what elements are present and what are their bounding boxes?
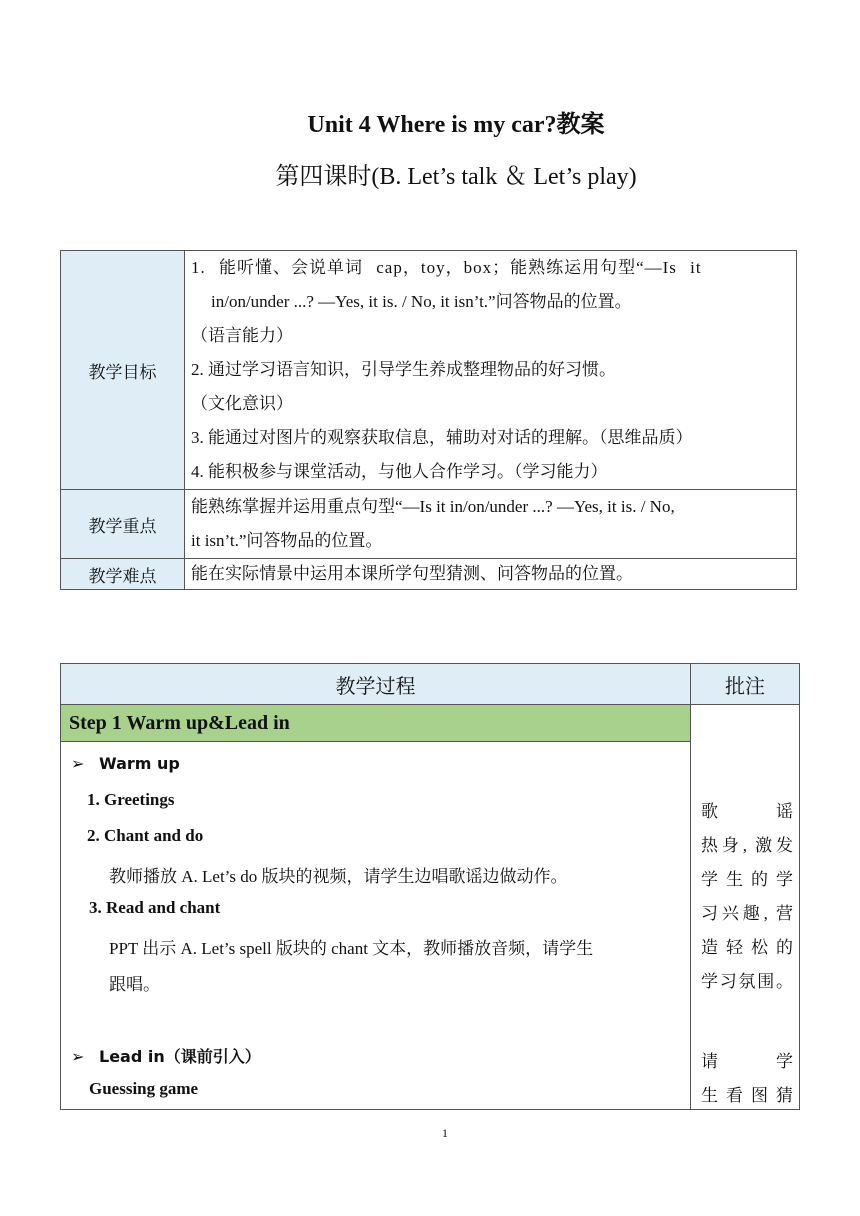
process-table bbox=[60, 663, 800, 1110]
note-line: 请 学 bbox=[701, 1052, 793, 1071]
note-line: 生 看 图 猜 bbox=[701, 1086, 793, 1105]
arrow-bullet-icon: ➢ bbox=[71, 754, 85, 773]
step-1-content bbox=[61, 742, 691, 1110]
key-point-line: it isn’t.”问答物品的位置。 bbox=[191, 531, 383, 550]
note-line: 歌 谣 bbox=[701, 802, 793, 821]
arrow-bullet-icon: ➢ bbox=[71, 1047, 85, 1066]
goal-line: 2. 通过学习语言知识，引导学生养成整理物品的好习惯。 bbox=[191, 360, 616, 379]
item-read-and-chant: 3. Read and chant bbox=[89, 898, 221, 917]
leadin-bullet bbox=[71, 1044, 261, 1067]
notes-header: 批注 bbox=[691, 664, 800, 705]
step-1-heading: Step 1 Warm up&Lead in bbox=[61, 705, 691, 742]
objectives-table bbox=[60, 250, 797, 590]
item-chant-desc: 教师播放 A. Let’s do 版块的视频，请学生边唱歌谣边做动作。 bbox=[109, 867, 568, 886]
note-line: 造 轻 松 的 bbox=[701, 938, 793, 957]
warmup-bullet bbox=[71, 754, 180, 773]
notes-cell bbox=[691, 705, 800, 1110]
note-line: 学习氛围。 bbox=[701, 972, 793, 991]
item-greetings: 1. Greetings bbox=[87, 790, 175, 809]
item-read-desc: PPT 出示 A. Let’s spell 版块的 chant 文本，教师播放音频，请学生 bbox=[109, 939, 594, 958]
key-point-line: 能熟练掌握并运用重点句型“—Is it in/on/under ...? —Yes, it is. / No, bbox=[191, 497, 675, 516]
note-warmup bbox=[701, 795, 793, 999]
key-points-label: 教学重点 bbox=[61, 490, 185, 559]
goals-label: 教学目标 bbox=[61, 251, 185, 490]
page-number: 1 bbox=[442, 1126, 448, 1140]
goal-line: 4. 能积极参与课堂活动，与他人合作学习。（学习能力） bbox=[191, 462, 608, 481]
note-line: 学 生 的 学 bbox=[701, 870, 793, 889]
difficult-points-cell: 能在实际情景中运用本课所学句型猜测、问答物品的位置。 bbox=[185, 559, 797, 590]
goal-line: 3. 能通过对图片的观察获取信息，辅助对对话的理解。（思维品质） bbox=[191, 428, 693, 447]
goal-line: 1. 能听懂、会说单词 cap，toy，box；能熟练运用句型“—Is it bbox=[191, 258, 702, 277]
document-title: Unit 4 Where is my car?教案 bbox=[307, 112, 605, 138]
guessing-game: Guessing game bbox=[89, 1079, 199, 1098]
difficult-points-label: 教学难点 bbox=[61, 559, 185, 590]
goal-line: in/on/under ...? —Yes, it is. / No, it isn’t.”问答物品的位置。 bbox=[211, 292, 632, 311]
document-subtitle: 第四课时(B. Let’s talk ＆ Let’s play) bbox=[275, 164, 637, 190]
note-line: 习兴趣, 营 bbox=[701, 904, 793, 923]
item-chant-and-do: 2. Chant and do bbox=[87, 826, 204, 845]
note-line: 热身, 激发 bbox=[701, 836, 793, 855]
goals-cell bbox=[185, 251, 797, 490]
key-points-cell bbox=[185, 490, 797, 559]
leadin-label: Lead in（课前引入） bbox=[99, 1047, 261, 1066]
process-header: 教学过程 bbox=[61, 664, 691, 705]
goal-line: （文化意识） bbox=[191, 394, 293, 413]
warmup-label: Warm up bbox=[99, 754, 180, 773]
goal-line: （语言能力） bbox=[191, 326, 293, 345]
item-read-desc-cont: 跟唱。 bbox=[109, 975, 160, 994]
note-leadin bbox=[701, 1045, 793, 1113]
